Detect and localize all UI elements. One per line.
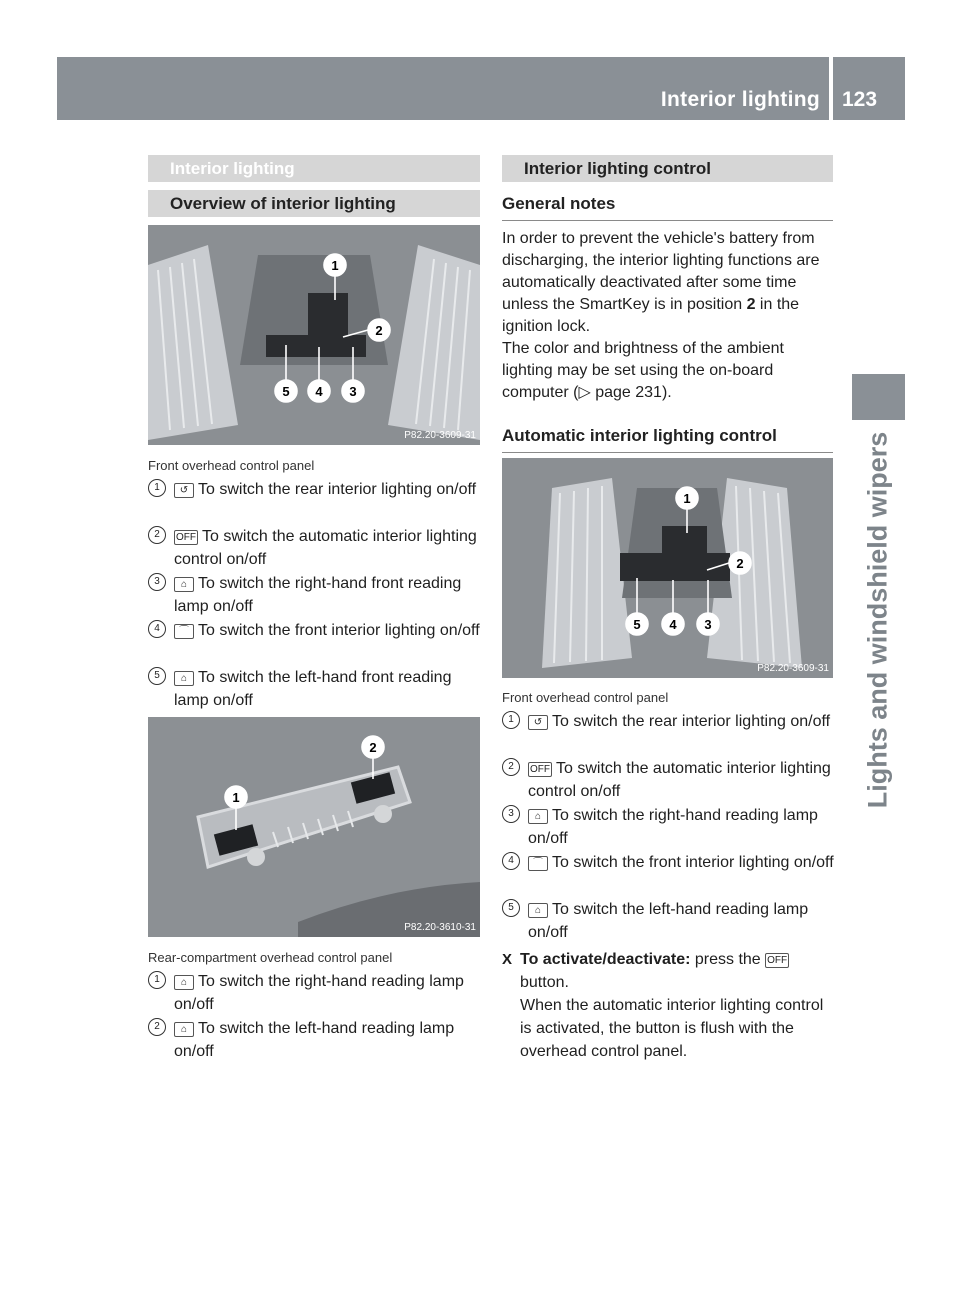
callout-number: 1 [502,711,520,729]
svg-text:5: 5 [633,617,641,632]
auto-off-icon: OFF [767,955,788,966]
item-text: To switch the left-hand front reading lamp on/off [174,669,452,709]
svg-text:2: 2 [375,323,383,338]
front-overhead-panel-illustration [502,458,833,678]
figure-caption: Front overhead control panel [502,690,669,705]
step-instruction [520,948,835,1063]
front-overhead-panel-photo [148,225,480,445]
rear-overhead-panel-illustration [148,717,480,937]
section-title-interior-lighting-control: Interior lighting control [502,155,833,182]
reading-lamp-icon: ⌂ [174,975,194,990]
reading-lamp-icon: ⌂ [174,1022,194,1037]
figure-code: P82.20-3609-31 [757,663,829,674]
item-text: To switch the rear interior lighting on/off [198,481,477,498]
list-item [502,757,837,803]
callout-number: 4 [502,852,520,870]
subsection-title-overview: Overview of interior lighting [148,190,480,217]
figure-caption: Front overhead control panel [148,458,315,473]
svg-text:1: 1 [683,491,691,506]
rear-light-icon: ↺ [528,715,548,730]
list-item [148,666,480,712]
step-text: press the [690,951,766,968]
reading-lamp-icon: ⌂ [528,903,548,918]
item-text: To switch the automatic interior lighting control on/off [174,528,477,568]
svg-text:1: 1 [331,258,339,273]
svg-text:2: 2 [369,740,377,755]
callout-number: 2 [502,758,520,776]
page-title: Interior lighting [660,88,820,111]
item-text: To switch the left-hand reading lamp on/off [174,1020,455,1060]
list-item [502,851,837,874]
callout-number: 4 [148,620,166,638]
figure-caption: Rear-compartment overhead control panel [148,950,393,965]
callout-number: 2 [148,526,166,544]
item-text: To switch the front interior lighting on/off [552,854,834,871]
reading-lamp-icon: ⌂ [528,809,548,824]
callout-number: 2 [148,1018,166,1036]
list-item [148,970,480,1016]
subheading-general-notes: General notes [502,194,833,221]
list-item [148,1017,480,1063]
position-number: 2 [746,296,756,313]
list-item [148,619,480,642]
svg-text:3: 3 [349,384,357,399]
list-item [502,710,837,733]
callout-number: 1 [148,971,166,989]
item-text: To switch the right-hand reading lamp on/off [174,973,464,1013]
item-text: To switch the right-hand reading lamp on/off [528,807,818,847]
front-light-icon: ⌒ [528,856,548,871]
rear-light-icon: ↺ [174,483,194,498]
paragraph-text: in the ignition lock. [502,296,800,335]
front-light-icon: ⌒ [174,624,194,639]
callout-number: 1 [148,479,166,497]
item-text: To switch the rear interior lighting on/off [552,713,831,730]
header-separator [829,57,833,120]
front-overhead-panel-illustration [148,225,480,445]
callout-number: 5 [502,899,520,917]
auto-off-icon: OFF [530,764,550,775]
section-title-interior-lighting: Interior lighting [148,155,480,182]
step-result: When the automatic interior lighting control is activated, the button is flush with the overhead control panel. [520,997,824,1060]
list-item [502,898,837,944]
item-text: To switch the front interior lighting on/off [198,622,480,639]
side-tab-label: Lights and windshield wipers [862,431,893,809]
subheading-automatic-control: Automatic interior lighting control [502,426,833,453]
svg-text:4: 4 [669,617,677,632]
svg-text:2: 2 [736,556,744,571]
svg-text:4: 4 [315,384,323,399]
front-overhead-panel-photo [502,458,833,678]
step-text: button. [520,974,569,991]
side-tab-block [852,374,905,420]
auto-off-icon: OFF [176,532,196,543]
page-number: 123 [842,88,878,111]
callout-number: 3 [502,805,520,823]
step-marker: X [502,951,513,968]
paragraph-ambient: The color and brightness of the ambient lighting may be set using the on-board computer (▷ page 231). [502,340,784,401]
svg-text:1: 1 [232,790,240,805]
callout-number: 5 [148,667,166,685]
figure-code: P82.20-3610-31 [404,922,476,933]
paragraph-battery [502,228,837,338]
callout-number: 3 [148,573,166,591]
list-item [148,572,480,618]
step-label: To activate/deactivate: [520,951,691,968]
list-item [502,804,837,850]
reading-lamp-icon: ⌂ [174,577,194,592]
figure-code: P82.20-3609-31 [404,430,476,441]
paragraph-text: In order to prevent the vehicle's battery from discharging, the interior lighting functions are automatically deactivated after some time unless the SmartKey is in position [502,230,820,313]
rear-overhead-panel-photo [148,717,480,937]
list-item [148,478,480,501]
reading-lamp-icon: ⌂ [174,671,194,686]
item-text: To switch the left-hand reading lamp on/off [528,901,809,941]
list-item [148,525,480,571]
item-text: To switch the right-hand front reading lamp on/off [174,575,462,615]
svg-text:3: 3 [704,617,712,632]
svg-text:5: 5 [282,384,290,399]
item-text: To switch the automatic interior lighting control on/off [528,760,831,800]
